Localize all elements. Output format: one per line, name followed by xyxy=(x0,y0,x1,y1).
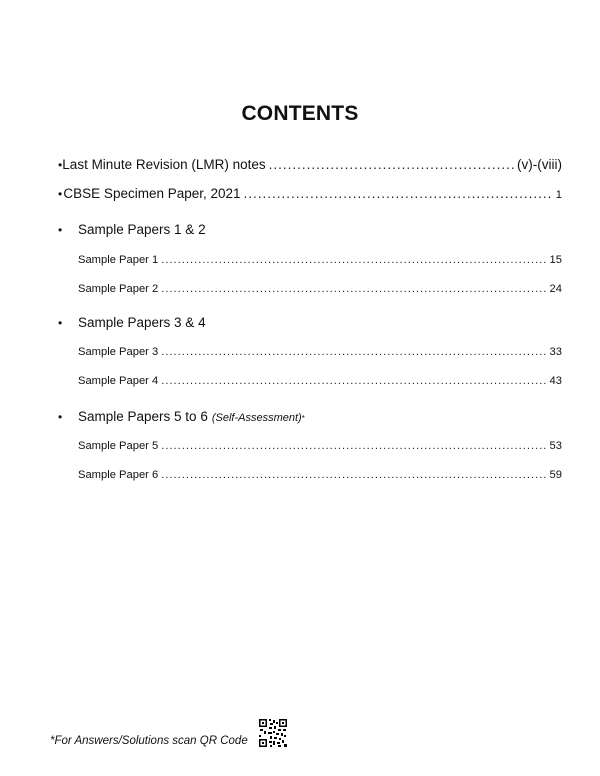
section-heading-1-2 xyxy=(58,222,562,237)
page-number: 59 xyxy=(549,469,562,481)
qr-code-icon[interactable] xyxy=(258,718,288,748)
footnote-text: *For Answers/Solutions scan QR Code xyxy=(50,735,248,747)
entry-label: Sample Paper 6 xyxy=(78,469,159,481)
toc-entry-sample-paper-6[interactable] xyxy=(78,469,562,481)
entry-label: CBSE Specimen Paper, 2021 xyxy=(63,186,241,201)
page-number: 53 xyxy=(549,440,562,452)
page-number: 15 xyxy=(549,254,562,266)
dot-leader xyxy=(161,469,546,481)
bullet-icon: • xyxy=(58,410,63,424)
entry-label: Sample Paper 2 xyxy=(78,283,159,295)
bullet-icon: • xyxy=(58,158,63,172)
page-number: 43 xyxy=(549,375,562,387)
bullet-icon: • xyxy=(58,223,63,237)
toc-entry-sample-paper-5[interactable] xyxy=(78,440,562,452)
toc-entry-cbse-specimen[interactable] xyxy=(58,186,562,201)
entry-label: Sample Paper 5 xyxy=(78,440,159,452)
section-heading: Sample Papers 3 & 4 xyxy=(78,315,206,330)
entry-label: Sample Paper 3 xyxy=(78,346,159,358)
dot-leader xyxy=(244,186,553,201)
page-number: 1 xyxy=(555,189,562,201)
dot-leader xyxy=(269,157,514,172)
dot-leader xyxy=(161,283,546,295)
section-heading: Sample Papers 1 & 2 xyxy=(78,222,206,237)
section-heading: Sample Papers 5 to 6 xyxy=(78,409,208,424)
section-heading-3-4 xyxy=(58,315,562,330)
toc-entry-lmr-notes[interactable] xyxy=(58,157,562,172)
toc-entry-sample-paper-4[interactable] xyxy=(78,375,562,387)
dot-leader xyxy=(161,440,546,452)
toc-entry-sample-paper-3[interactable] xyxy=(78,346,562,358)
dot-leader xyxy=(161,375,546,387)
bullet-icon: • xyxy=(58,187,63,201)
dot-leader xyxy=(161,346,546,358)
page-title: CONTENTS xyxy=(241,102,359,125)
page-number: (v)-(viii) xyxy=(517,157,562,172)
page-number: 33 xyxy=(549,346,562,358)
footnote-mark: * xyxy=(301,414,305,423)
section-heading-5-6 xyxy=(58,409,562,424)
self-assessment-note: (Self-Assessment) xyxy=(211,412,302,424)
dot-leader xyxy=(161,254,546,266)
entry-label: Last Minute Revision (LMR) notes xyxy=(62,157,266,172)
page-number: 24 xyxy=(549,283,562,295)
bullet-icon: • xyxy=(58,316,63,330)
entry-label: Sample Paper 4 xyxy=(78,375,159,387)
entry-label: Sample Paper 1 xyxy=(78,254,159,266)
toc-entry-sample-paper-2[interactable] xyxy=(78,283,562,295)
toc-entry-sample-paper-1[interactable] xyxy=(78,254,562,266)
